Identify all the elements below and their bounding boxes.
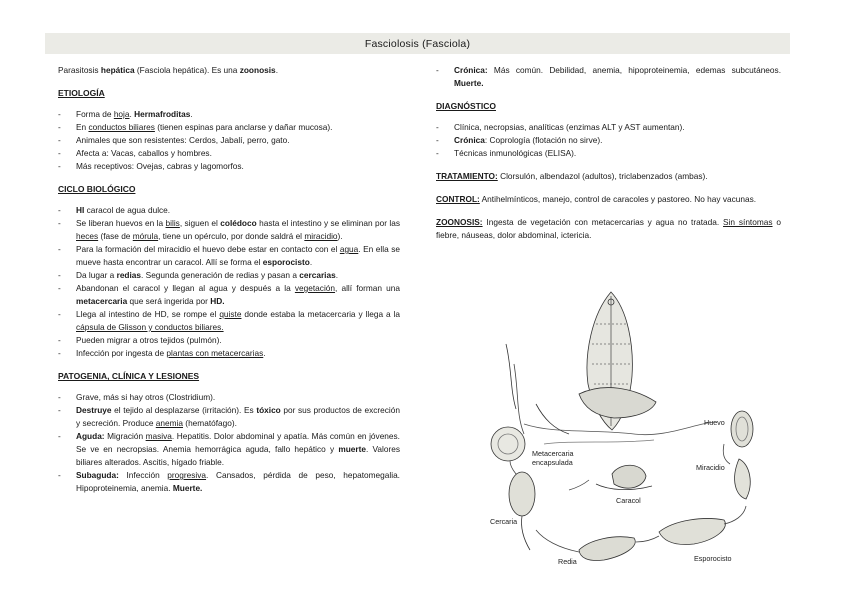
text-run: caracol de agua dulce. [84, 205, 171, 215]
bold-text: HD. [210, 296, 225, 306]
text-run: Ingesta de vegetación con metacercarias y agua no tratada. [482, 217, 724, 227]
label-huevo: Huevo [704, 418, 725, 427]
right-column [436, 64, 781, 252]
life-cycle-diagram [484, 284, 778, 576]
patogenia-list [58, 391, 400, 495]
list-item [58, 204, 400, 217]
text-run: Antihelmínticos, manejo, control de caracoles y pastoreo. No hay vacunas. [479, 194, 757, 204]
text-run: Clínica, necropsias, analíticas (enzimas ALT y AST aumentan). [454, 122, 685, 132]
text-run: ). [337, 231, 343, 241]
text-run: . Valores biliares alterados. Ascitis, hígado friable. [76, 444, 400, 467]
text-run: Clorsulón, albendazol (adultos), triclabenzados (ambas). [497, 171, 708, 181]
inline-heading: CONTROL: [436, 194, 480, 204]
list-item [58, 469, 400, 495]
underlined-text: conductos biliares [88, 122, 155, 132]
list-item [58, 134, 400, 147]
label-esporocisto: Esporocisto [694, 554, 732, 563]
text-run: Más receptivos: Ovejas, cabras y lagomorfos. [76, 161, 244, 171]
text-run: Afecta a: Vacas, caballos y hombres. [76, 148, 212, 158]
list-item [58, 347, 400, 360]
text-run: . Cansados, pérdida de peso, hepatomegalia. Hipoproteinemia, anemia. [76, 470, 400, 493]
text-run: o fiebre, náuseas, dolor abdominal, ictericia. [436, 217, 781, 240]
diagnostico-heading: DIAGNÓSTICO [436, 101, 496, 111]
underlined-text: anemia [155, 418, 183, 428]
bold-text: Muerte. [172, 483, 203, 493]
inline-heading: TRATAMIENTO: [436, 171, 498, 181]
patogenia-heading: PATOGENIA, CLÍNICA Y LESIONES [58, 371, 200, 381]
zoonosis-paragraph [436, 216, 781, 242]
text-run: Animales que son resistentes: Cerdos, Jabalí, perro, gato. [76, 135, 290, 145]
text-run: Forma de [76, 109, 114, 119]
redia-drawing [579, 537, 635, 561]
list-item [58, 217, 400, 243]
bold-text: Subaguda: [76, 470, 119, 480]
text-run: Infección [118, 470, 168, 480]
bold-text: HI [76, 205, 85, 215]
text-run: Pueden migrar a otros tejidos (pulmón). [76, 335, 222, 345]
list-item [58, 269, 400, 282]
miracidium-drawing [735, 459, 751, 499]
text-run: . Segunda generación de redias y pasan a [141, 270, 300, 280]
bold-text: colédoco [220, 218, 257, 228]
list-item [58, 243, 400, 269]
text-run: hasta el intestino y se eliminan por las [256, 218, 400, 228]
bold-text: Aguda: [76, 431, 105, 441]
text-run: Migración [104, 431, 146, 441]
underlined-text: vegetación [294, 283, 336, 293]
text-run: Llega al intestino de HD, se rompe el [76, 309, 220, 319]
text-run: . [275, 65, 278, 75]
text-run: (Fasciola hepática). Es una [134, 65, 240, 75]
diagnostico-list [436, 121, 781, 160]
text-run: . Hepatitis. Dolor abdominal y apatía. Más común en jóvenes. Se ve en necropsias. Anemia hemorrágica aguda, fallo hepático y [76, 431, 400, 454]
text-run: . En ella se mueve hasta encontrar un caracol. Allí se forma el [76, 244, 400, 267]
text-run: Parasitosis [58, 65, 101, 75]
bold-text: redias [116, 270, 142, 280]
bold-text: Crónica [454, 135, 485, 145]
text-run: Abandonan el caracol y llegan al agua y después a la [76, 283, 295, 293]
text-run: (tienen espinas para anclarse y dañar mucosa). [154, 122, 333, 132]
text-run: . [263, 348, 266, 358]
text-run: . [309, 257, 313, 267]
bold-text: esporocisto [262, 257, 310, 267]
text-run: Más común. Debilidad, anemia, hipoproteinemia, edemas subcutáneos. [487, 65, 781, 75]
text-run: Infección por ingesta de [76, 348, 167, 358]
text-run: Para la formación del miracidio el huevo debe estar en contacto con el [76, 244, 340, 254]
control-paragraph [436, 193, 781, 206]
list-item [58, 108, 400, 121]
label-metacercaria-line1: Metacercaria [532, 449, 574, 458]
label-cercaria: Cercaria [490, 517, 518, 526]
text-run: (fase de [98, 231, 133, 241]
list-item [436, 64, 781, 90]
document-title: Fasciolosis (Fasciola) [364, 37, 471, 50]
label-miracidio: Miracidio [696, 463, 725, 472]
cercaria-drawing [509, 472, 535, 550]
text-run: En [76, 122, 89, 132]
list-item [58, 282, 400, 308]
egg-drawing [731, 411, 753, 447]
text-run: . [129, 109, 135, 119]
bold-text: Crónica: [454, 65, 488, 75]
text-run: (hematófago). [183, 418, 237, 428]
sporocyst-drawing [659, 519, 725, 545]
text-run: , allí forman una [335, 283, 400, 293]
list-item [58, 430, 400, 469]
text-run: , tiene un opérculo, por donde saldrá el [158, 231, 305, 241]
text-run: Técnicas inmunológicas (ELISA). [454, 148, 577, 158]
underlined-text: masiva [145, 431, 172, 441]
text-run: Da lugar a [76, 270, 117, 280]
list-item [436, 134, 781, 147]
bold-text: Hermafroditas [134, 109, 191, 119]
inline-heading: ZOONOSIS: [436, 217, 483, 227]
list-item [58, 391, 400, 404]
text-run: el tejido al desplazarse (irritación). Es [111, 405, 257, 415]
left-column [58, 64, 400, 505]
bold-text: hepática [100, 65, 135, 75]
list-item [58, 121, 400, 134]
bold-text: metacercaria [76, 296, 128, 306]
underlined-text: agua [339, 244, 359, 254]
metacercaria-drawing [491, 427, 525, 461]
underlined-text: plantas con metacercarias [166, 348, 264, 358]
bold-text: Destruye [76, 405, 112, 415]
text-run: . [190, 109, 193, 119]
cronica-list [436, 64, 781, 90]
text-run: por sus productos de excreción y secreción. Produce [76, 405, 400, 428]
etiologia-list [58, 108, 400, 173]
document-title-bar [45, 33, 790, 54]
list-item [58, 308, 400, 334]
underlined-text: Sin síntomas [723, 217, 773, 227]
underlined-text: quiste [219, 309, 242, 319]
text-run: : Coprología (flotación no sirve). [484, 135, 603, 145]
list-item [58, 334, 400, 347]
underlined-text: hoja [113, 109, 130, 119]
text-run: , siguen el [179, 218, 221, 228]
underlined-text: cápsula de Glisson y conductos biliares. [76, 322, 224, 332]
label-caracol: Caracol [616, 496, 641, 505]
life-cycle-illustration [484, 284, 778, 576]
underlined-text: progresiva [167, 470, 207, 480]
bold-text: muerte [338, 444, 366, 454]
etiologia-heading: ETIOLOGÍA [58, 88, 105, 98]
underlined-text: mórula [132, 231, 159, 241]
text-run: . [335, 270, 339, 280]
label-metacercaria-line2: encapsulada [532, 458, 573, 467]
bold-text: cercarias [299, 270, 336, 280]
list-item [58, 160, 400, 173]
intro-paragraph [58, 64, 400, 77]
text-run: Se liberan huevos en la [76, 218, 166, 228]
list-item [58, 404, 400, 430]
text-run: que será ingerida por [127, 296, 211, 306]
ciclo-list [58, 204, 400, 360]
text-run: Grave, más si hay otros (Clostridium). [76, 392, 216, 402]
underlined-text: heces [76, 231, 99, 241]
ciclo-heading: CICLO BIOLÓGICO [58, 184, 136, 194]
bold-text: zoonosis [239, 65, 276, 75]
text-run: donde estaba la metacercaria y llega a la [241, 309, 400, 319]
list-item [436, 121, 781, 134]
list-item [436, 147, 781, 160]
bold-text: Muerte. [454, 78, 484, 88]
list-item [58, 147, 400, 160]
snail-drawing [596, 465, 652, 489]
bold-text: tóxico [256, 405, 281, 415]
label-redia: Redia [558, 557, 577, 566]
underlined-text: miracidio [304, 231, 338, 241]
underlined-text: bilis [165, 218, 180, 228]
tratamiento-paragraph [436, 170, 781, 183]
